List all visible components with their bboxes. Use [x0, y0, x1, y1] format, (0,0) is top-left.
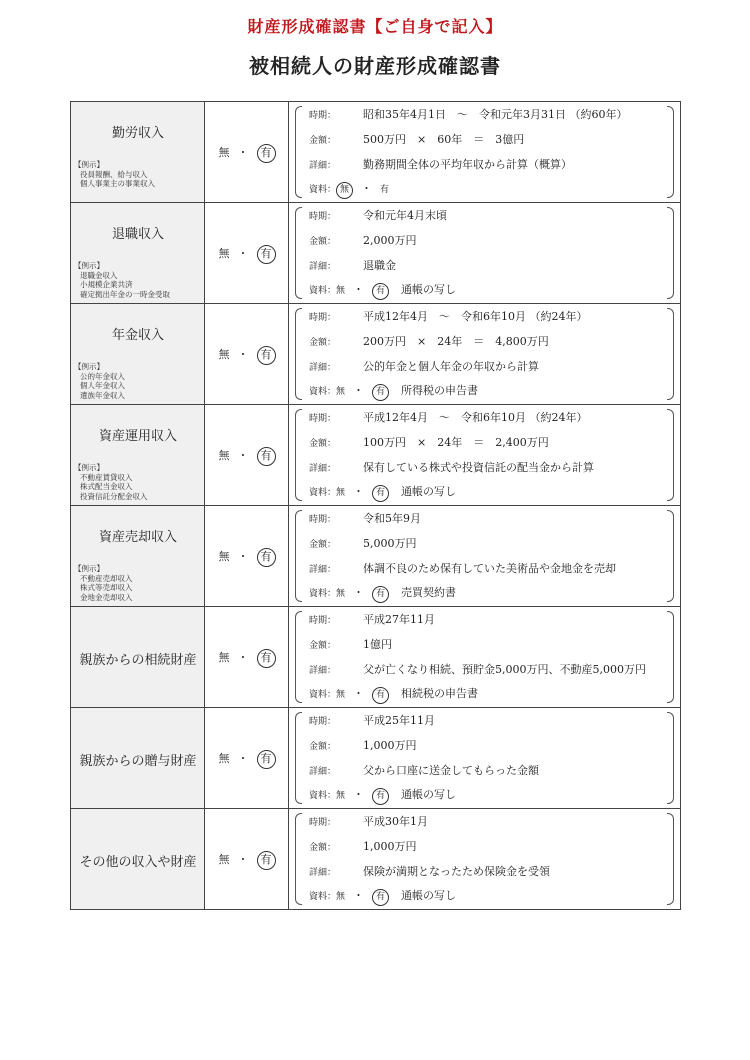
period-label: 時期：: [309, 414, 337, 424]
period-label: 時期：: [309, 313, 337, 323]
right-bracket: [667, 207, 674, 299]
details-line: [309, 762, 539, 780]
details-line: [309, 459, 594, 477]
example-item: 確定拠出年金の一時金受取: [80, 289, 170, 299]
amount-label: 金額：: [309, 237, 337, 247]
category-cell: [71, 203, 205, 304]
example-item: 不動産売却収入: [80, 573, 133, 583]
option-none[interactable]: 無: [218, 752, 230, 765]
detail-cell: [289, 304, 681, 405]
source-line: [309, 483, 456, 501]
amount-label: 金額：: [309, 338, 337, 348]
amount-value[interactable]: 1億円: [363, 638, 392, 651]
amount-line: [309, 434, 549, 452]
option-none[interactable]: 無: [336, 286, 346, 296]
category-cell: [71, 506, 205, 607]
example-item: 金地金売却収入: [80, 592, 133, 602]
option-separator: ・: [361, 182, 373, 195]
option-yes[interactable]: 有: [257, 649, 276, 668]
option-separator: ・: [353, 687, 365, 700]
details-value[interactable]: 勤務期間全体の平均年収から計算（概算）: [363, 158, 572, 171]
details-line: [309, 156, 572, 174]
presence-choice: [205, 750, 289, 769]
period-value[interactable]: 令和元年4月末頃: [363, 209, 447, 222]
left-bracket: [295, 611, 302, 703]
option-none[interactable]: 無: [218, 348, 230, 361]
amount-value[interactable]: 5,000万円: [363, 537, 417, 550]
option-separator: ・: [237, 247, 249, 260]
details-line: [309, 661, 646, 679]
details-value[interactable]: 保有している株式や投資信託の配当金から計算: [363, 461, 594, 474]
option-yes[interactable]: 有: [372, 283, 389, 300]
table-row: [71, 607, 681, 708]
option-separator: ・: [237, 651, 249, 664]
option-separator: ・: [237, 752, 249, 765]
category-examples: [74, 463, 148, 501]
amount-label: 金額：: [309, 439, 337, 449]
period-line: [309, 510, 421, 528]
option-yes[interactable]: 有: [257, 245, 276, 264]
source-document[interactable]: 通帳の写し: [401, 889, 457, 902]
detail-cell: [289, 809, 681, 910]
example-item: 投資信託分配金収入: [80, 491, 148, 501]
details-value[interactable]: 体調不良のため保有していた美術品や金地金を売却: [363, 562, 616, 575]
period-line: [309, 409, 587, 427]
presence-cell: [205, 506, 289, 607]
source-label: 資料：: [309, 791, 337, 801]
presence-cell: [205, 304, 289, 405]
presence-choice: [205, 346, 289, 365]
details-line: [309, 358, 539, 376]
option-none[interactable]: 無: [218, 247, 230, 260]
details-line: [309, 863, 550, 881]
amount-value[interactable]: 500万円 × 60年 ＝ 3億円: [363, 133, 525, 146]
left-bracket: [295, 510, 302, 602]
source-label: 資料：: [309, 286, 337, 296]
period-label: 時期：: [309, 515, 337, 525]
option-separator: ・: [353, 788, 365, 801]
option-separator: ・: [237, 348, 249, 361]
category-examples: [74, 564, 133, 602]
detail-cell: [289, 607, 681, 708]
source-document[interactable]: 所得税の申告書: [401, 384, 479, 397]
example-item: 小規模企業共済: [80, 280, 133, 289]
left-bracket: [295, 308, 302, 400]
source-document[interactable]: 通帳の写し: [401, 283, 457, 296]
right-bracket: [667, 308, 674, 400]
period-label: 時期：: [309, 717, 337, 727]
presence-cell: [205, 708, 289, 809]
details-label: 詳細：: [309, 464, 337, 474]
source-label: 資料：: [309, 387, 337, 397]
category-cell: [71, 304, 205, 405]
presence-choice: [205, 447, 289, 466]
option-yes[interactable]: 有: [380, 185, 390, 195]
source-document[interactable]: 売買契約書: [401, 586, 457, 599]
form-instruction-header: 財産形成確認書【ご自身で記入】: [247, 17, 503, 36]
category-title: その他の収入や財産: [79, 855, 197, 870]
category-title: 親族からの贈与財産: [79, 754, 197, 769]
category-title: 年金収入: [111, 328, 164, 343]
detail-cell: [289, 405, 681, 506]
option-yes[interactable]: 有: [257, 447, 276, 466]
option-yes[interactable]: 有: [372, 889, 389, 906]
period-value[interactable]: 令和5年9月: [363, 512, 421, 525]
period-value[interactable]: 平成12年4月 ～ 令和6年10月 （約24年）: [363, 411, 588, 424]
amount-label: 金額：: [309, 742, 337, 752]
presence-cell: [205, 102, 289, 203]
source-line: [309, 382, 478, 400]
presence-cell: [205, 405, 289, 506]
table-row: [71, 405, 681, 506]
option-none[interactable]: 無: [336, 182, 353, 199]
amount-line: [309, 535, 417, 553]
details-value[interactable]: 父から口座に送金してもらった金額: [363, 764, 539, 777]
left-bracket: [295, 813, 302, 905]
category-title: 資産売却収入: [98, 530, 177, 545]
amount-label: 金額：: [309, 843, 337, 853]
left-bracket: [295, 712, 302, 804]
period-label: 時期：: [309, 111, 337, 121]
amount-value[interactable]: 1,000万円: [363, 840, 417, 853]
option-yes[interactable]: 有: [372, 485, 389, 502]
period-value[interactable]: 平成12年4月 ～ 令和6年10月 （約24年）: [363, 310, 588, 323]
source-line: [309, 887, 456, 905]
details-line: [309, 560, 616, 578]
category-examples: [74, 261, 170, 299]
asset-formation-table: [70, 101, 681, 910]
period-line: [309, 712, 435, 730]
example-item: 遺族年金収入: [80, 390, 125, 400]
details-label: 詳細：: [309, 767, 337, 777]
source-line: [309, 281, 456, 299]
period-label: 時期：: [309, 212, 337, 222]
amount-value[interactable]: 1,000万円: [363, 739, 417, 752]
table-row: [71, 203, 681, 304]
category-cell: [71, 708, 205, 809]
amount-line: [309, 838, 417, 856]
option-none[interactable]: 無: [336, 690, 346, 700]
presence-cell: [205, 607, 289, 708]
left-bracket: [295, 207, 302, 299]
option-separator: ・: [353, 485, 365, 498]
option-separator: ・: [237, 550, 249, 563]
details-value[interactable]: 公的年金と個人年金の年収から計算: [363, 360, 539, 373]
details-label: 詳細：: [309, 161, 337, 171]
presence-choice: [205, 851, 289, 870]
option-none[interactable]: 無: [336, 589, 346, 599]
details-line: [309, 257, 396, 275]
table-row: [71, 102, 681, 203]
source-document[interactable]: 通帳の写し: [401, 788, 457, 801]
right-bracket: [667, 712, 674, 804]
source-label: 資料：: [309, 589, 337, 599]
category-examples: [74, 160, 155, 189]
examples-heading: 【例示】: [74, 261, 104, 270]
option-none[interactable]: 無: [336, 892, 346, 902]
detail-cell: [289, 203, 681, 304]
option-separator: ・: [353, 889, 365, 902]
source-label: 資料：: [309, 185, 337, 195]
example-item: 個人年金収入: [80, 381, 125, 390]
amount-line: [309, 737, 417, 755]
detail-cell: [289, 102, 681, 203]
period-line: [309, 813, 428, 831]
period-value[interactable]: 平成27年11月: [363, 613, 435, 626]
period-line: [309, 106, 627, 124]
source-label: 資料：: [309, 892, 337, 902]
table-row: [71, 506, 681, 607]
amount-value[interactable]: 2,000万円: [363, 234, 417, 247]
period-line: [309, 611, 435, 629]
period-value[interactable]: 平成25年11月: [363, 714, 435, 727]
option-yes[interactable]: 有: [257, 346, 276, 365]
presence-cell: [205, 203, 289, 304]
amount-value[interactable]: 200万円 × 24年 ＝ 4,800万円: [363, 335, 549, 348]
details-label: 詳細：: [309, 363, 337, 373]
example-item: 個人事業主の事業収入: [80, 179, 155, 188]
examples-heading: 【例示】: [74, 564, 104, 573]
left-bracket: [295, 409, 302, 501]
examples-heading: 【例示】: [74, 160, 104, 169]
example-item: 株式配当金収入: [80, 482, 133, 491]
examples-heading: 【例示】: [74, 463, 104, 472]
option-none[interactable]: 無: [218, 146, 230, 159]
period-label: 時期：: [309, 616, 337, 626]
details-label: 詳細：: [309, 565, 337, 575]
option-separator: ・: [353, 384, 365, 397]
presence-choice: [205, 245, 289, 264]
option-none[interactable]: 無: [336, 387, 346, 397]
amount-line: [309, 636, 392, 654]
right-bracket: [667, 510, 674, 602]
category-title: 資産運用収入: [98, 429, 177, 444]
option-none[interactable]: 無: [336, 791, 346, 801]
details-label: 詳細：: [309, 666, 337, 676]
option-yes[interactable]: 有: [372, 384, 389, 401]
option-separator: ・: [237, 449, 249, 462]
option-yes[interactable]: 有: [257, 750, 276, 769]
period-line: [309, 308, 587, 326]
details-value[interactable]: 父が亡くなり相続、預貯金5,000万円、不動産5,000万円: [363, 663, 646, 676]
example-item: 退職金収入: [80, 270, 118, 280]
source-document[interactable]: 相続税の申告書: [401, 687, 479, 700]
right-bracket: [667, 106, 674, 198]
examples-heading: 【例示】: [74, 362, 104, 371]
option-none[interactable]: 無: [218, 853, 230, 866]
amount-line: [309, 131, 524, 149]
option-none[interactable]: 無: [336, 488, 346, 498]
amount-line: [309, 232, 417, 250]
right-bracket: [667, 611, 674, 703]
right-bracket: [667, 409, 674, 501]
period-value[interactable]: 昭和35年4月1日 ～ 令和元年3月31日 （約60年）: [363, 108, 628, 121]
category-cell: [71, 405, 205, 506]
option-none[interactable]: 無: [218, 651, 230, 664]
period-label: 時期：: [309, 818, 337, 828]
option-yes[interactable]: 有: [257, 548, 276, 567]
table-row: [71, 809, 681, 910]
category-cell: [71, 607, 205, 708]
details-value[interactable]: 保険が満期となったため保険金を受領: [363, 865, 550, 878]
category-title: 勤労収入: [111, 126, 164, 141]
period-line: [309, 207, 447, 225]
detail-cell: [289, 506, 681, 607]
example-item: 公的年金収入: [80, 371, 125, 381]
option-yes[interactable]: 有: [257, 851, 276, 870]
option-yes[interactable]: 有: [257, 144, 276, 163]
source-label: 資料：: [309, 488, 337, 498]
detail-cell: [289, 708, 681, 809]
example-item: 株式等売却収入: [80, 583, 133, 592]
amount-label: 金額：: [309, 540, 337, 550]
document-title: 被相続人の財産形成確認書: [249, 54, 501, 78]
amount-label: 金額：: [309, 641, 337, 651]
details-label: 詳細：: [309, 868, 337, 878]
option-none[interactable]: 無: [218, 550, 230, 563]
amount-label: 金額：: [309, 136, 337, 146]
source-label: 資料：: [309, 690, 337, 700]
option-yes[interactable]: 有: [372, 586, 389, 603]
example-item: 役員報酬、給与収入: [80, 169, 148, 179]
option-yes[interactable]: 有: [372, 687, 389, 704]
option-separator: ・: [353, 283, 365, 296]
category-title: 親族からの相続財産: [79, 653, 197, 668]
amount-line: [309, 333, 549, 351]
table-row: [71, 304, 681, 405]
option-separator: ・: [237, 853, 249, 866]
category-title: 退職収入: [111, 227, 164, 242]
details-label: 詳細：: [309, 262, 337, 272]
right-bracket: [667, 813, 674, 905]
source-line: [309, 584, 456, 602]
presence-choice: [205, 649, 289, 668]
left-bracket: [295, 106, 302, 198]
option-none[interactable]: 無: [218, 449, 230, 462]
option-yes[interactable]: 有: [372, 788, 389, 805]
option-separator: ・: [353, 586, 365, 599]
details-value[interactable]: 退職金: [363, 259, 396, 272]
category-cell: [71, 809, 205, 910]
presence-choice: [205, 144, 289, 163]
source-line: [309, 786, 456, 804]
presence-choice: [205, 548, 289, 567]
period-value[interactable]: 平成30年1月: [363, 815, 428, 828]
presence-cell: [205, 809, 289, 910]
source-line: [309, 180, 389, 198]
option-separator: ・: [237, 146, 249, 159]
source-line: [309, 685, 478, 703]
amount-value[interactable]: 100万円 × 24年 ＝ 2,400万円: [363, 436, 549, 449]
example-item: 不動産賃貸収入: [80, 472, 133, 482]
source-document[interactable]: 通帳の写し: [401, 485, 457, 498]
category-examples: [74, 362, 125, 400]
category-cell: [71, 102, 205, 203]
table-row: [71, 708, 681, 809]
